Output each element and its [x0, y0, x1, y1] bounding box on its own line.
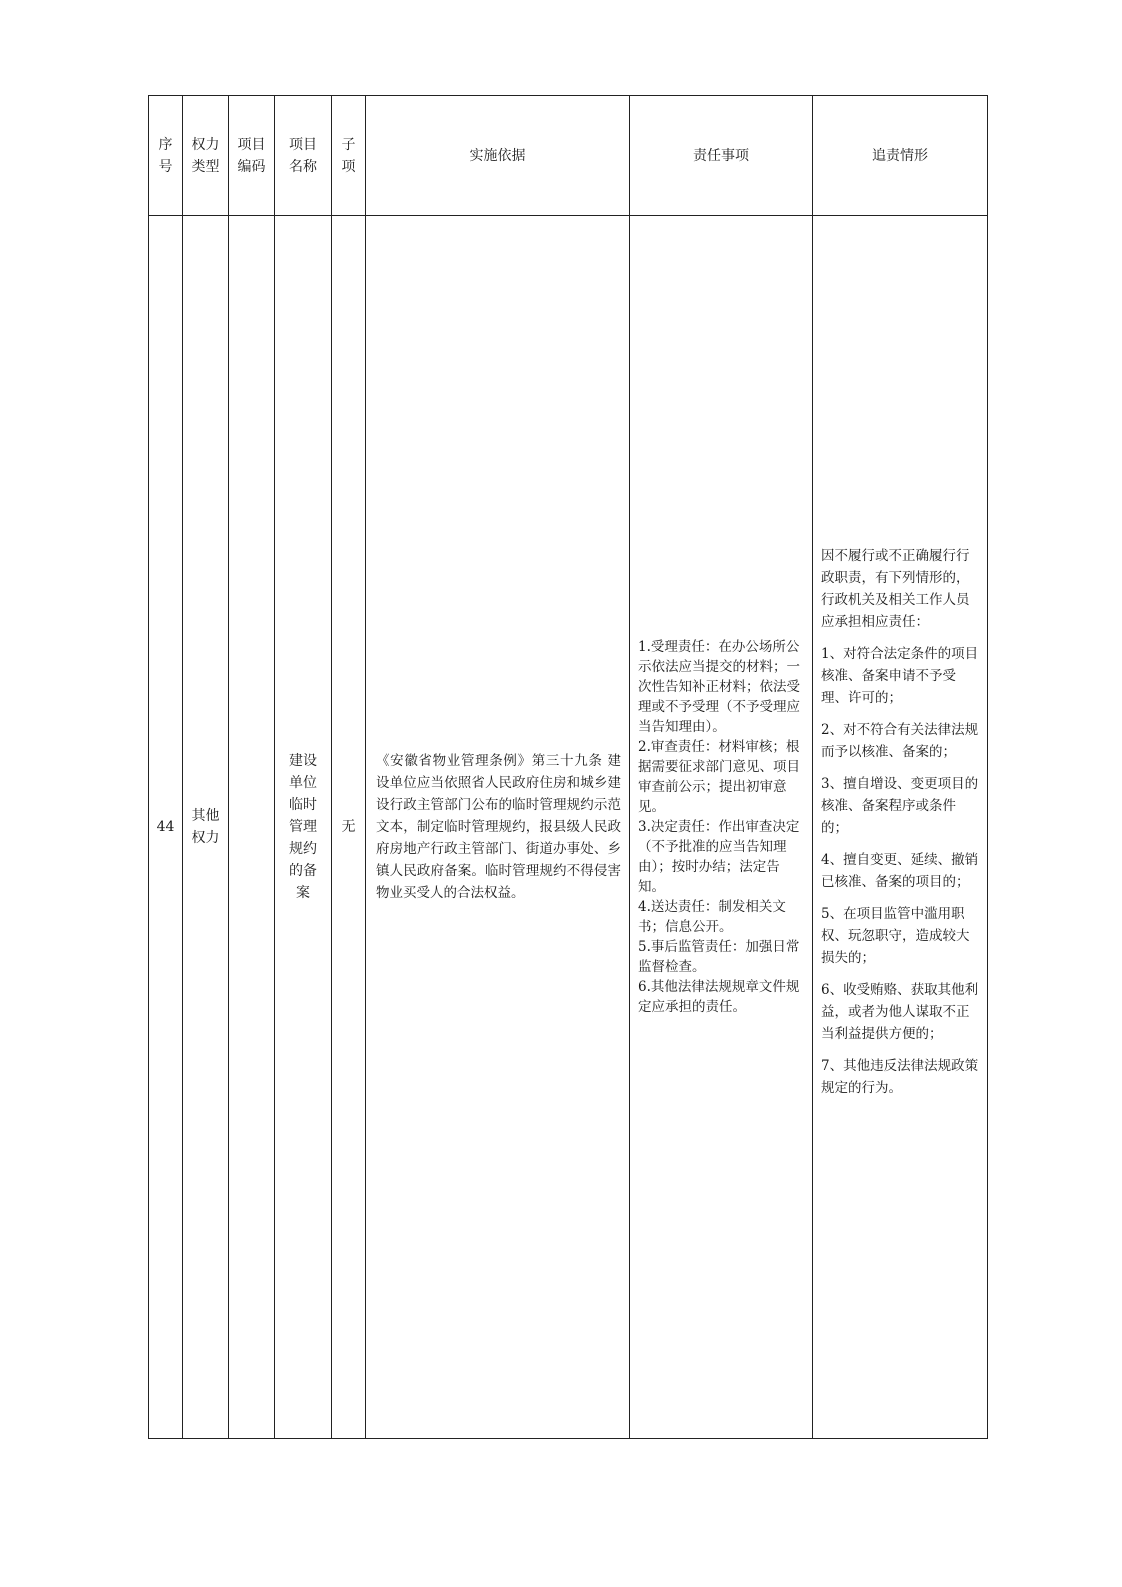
accountability-item: 7、其他违反法律法规政策规定的行为。	[821, 1058, 979, 1096]
duty-item: 2.审查责任：材料审核；根据需要征求部门意见、项目审查前公示；提出初审意见。	[638, 739, 800, 815]
duty-item: 1.受理责任：在办公场所公示依法应当提交的材料；一次性告知补正材料；依法受理或不予受理（不予受理应当告知理由）。	[638, 639, 800, 735]
cell-power-type	[183, 216, 229, 1439]
table-header-row	[149, 96, 988, 216]
duty-item: 4.送达责任：制发相关文书；信息公开。	[638, 899, 786, 935]
cell-power-type-line2: 权力	[191, 830, 220, 846]
accountability-item: 6、收受贿赂、获取其他利益，或者为他人谋取不正当利益提供方便的；	[821, 982, 979, 1042]
cell-item-name-line6: 的备	[289, 863, 317, 879]
header-item-code-line1: 项目	[237, 136, 266, 153]
header-item-name	[275, 96, 332, 216]
cell-accountability	[813, 216, 988, 1439]
cell-item-name-line1: 建设	[289, 753, 317, 769]
header-seq	[149, 96, 183, 216]
header-power-type-line1: 权力	[191, 136, 220, 153]
cell-item-name-line4: 管理	[289, 819, 317, 835]
header-power-type-line2: 类型	[191, 158, 220, 175]
accountability-item: 4、擅自变更、延续、撤销已核准、备案的项目的；	[821, 852, 979, 890]
header-sub-item-line1: 子	[341, 136, 356, 153]
cell-sub-item: 无	[332, 216, 366, 1439]
header-sub-item	[332, 96, 366, 216]
header-power-type	[183, 96, 229, 216]
duty-item: 3.决定责任：作出审查决定（不予批准的应当告知理由）；按时办结；法定告知。	[638, 819, 800, 895]
power-list-table	[148, 95, 988, 1439]
cell-item-name-line7: 案	[296, 885, 310, 901]
accountability-item: 3、擅自增设、变更项目的核准、备案程序或条件的；	[821, 776, 979, 836]
table-row	[149, 216, 988, 1439]
duty-item: 5.事后监管责任：加强日常监督检查。	[638, 939, 800, 975]
accountability-intro: 因不履行或不正确履行行政职责，有下列情形的，行政机关及相关工作人员应承担相应责任：	[821, 548, 970, 630]
cell-item-code	[229, 216, 275, 1439]
duty-item: 6.其他法律法规规章文件规定应承担的责任。	[638, 979, 800, 1015]
header-accountability: 追责情形	[813, 96, 988, 216]
header-seq-line2: 号	[158, 158, 173, 175]
cell-power-type-line1: 其他	[191, 808, 220, 824]
cell-duties	[630, 216, 813, 1439]
header-item-code-line2: 编码	[237, 158, 266, 175]
cell-seq: 44	[149, 216, 183, 1439]
cell-item-name	[275, 216, 332, 1439]
cell-item-name-line5: 规约	[289, 841, 317, 857]
accountability-item: 2、对不符合有关法律法规而予以核准、备案的；	[821, 722, 979, 760]
header-sub-item-line2: 项	[341, 158, 356, 175]
header-basis: 实施依据	[366, 96, 630, 216]
header-seq-line1: 序	[158, 136, 173, 153]
header-item-name-line1: 项目	[289, 136, 317, 153]
cell-item-name-line2: 单位	[289, 775, 317, 791]
cell-item-name-line3: 临时	[289, 797, 317, 813]
accountability-item: 5、在项目监管中滥用职权、玩忽职守，造成较大损失的；	[821, 906, 970, 966]
header-item-name-line2: 名称	[289, 158, 317, 175]
accountability-item: 1、对符合法定条件的项目核准、备案申请不予受理、许可的；	[821, 646, 979, 706]
header-duties: 责任事项	[630, 96, 813, 216]
cell-basis: 《安徽省物业管理条例》第三十九条 建设单位应当依照省人民政府住房和城乡建设行政主管部门公布的临时管理规约示范文本，制定临时管理规约，报县级人民政府房地产行政主管部门、街道办事处、乡镇人民政府备案。临时管理规约不得侵害物业买受人的合法权益。	[366, 216, 630, 1439]
header-item-code	[229, 96, 275, 216]
